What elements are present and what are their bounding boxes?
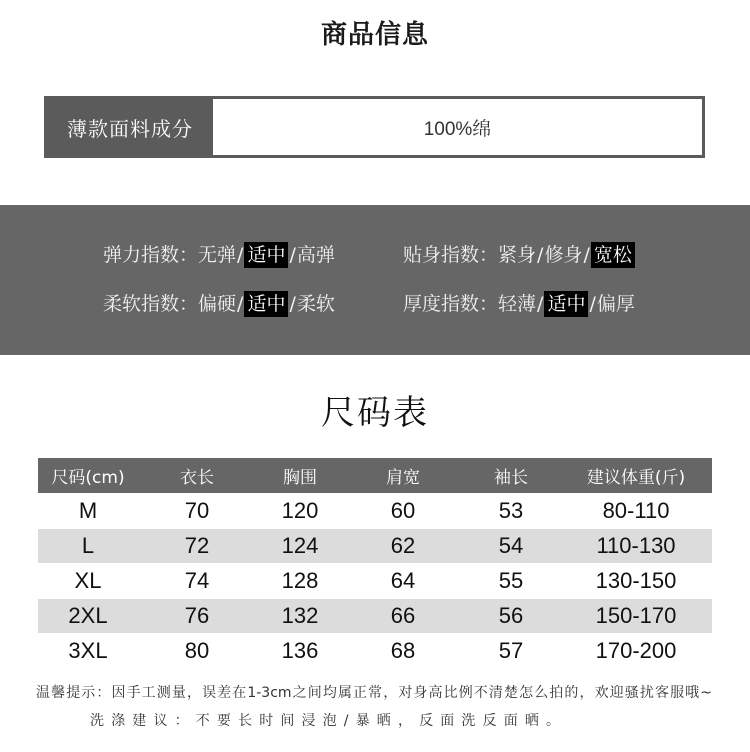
cell-length: 70 [184,498,210,523]
fabric-value: 100%绵 [423,118,492,140]
cell-sleeve: 54 [498,533,524,558]
cell-shoulder: 62 [390,533,416,558]
size-row-xl [38,563,712,598]
option-separator: / [237,293,244,315]
elasticity-option-none: 无弹 [198,244,237,266]
cell-chest: 124 [281,533,319,558]
option-separator: / [537,293,544,315]
size-table-header [38,458,712,493]
option-separator: / [537,244,544,266]
washing-advice: 洗涤建议：不要长时间浸泡/暴晒，反面洗反面晒。 [90,713,560,729]
elasticity-option-medium: 适中 [244,242,288,268]
cell-chest: 128 [281,568,319,593]
size-chart-title: 尺码表 [321,393,429,433]
cell-sleeve: 57 [498,638,524,663]
fit-option-tight: 紧身 [498,244,537,266]
cell-sleeve: 56 [498,603,524,628]
option-separator: / [589,293,596,315]
col-header-weight: 建议体重(斤) [586,468,686,488]
softness-index [103,291,335,317]
cell-chest: 120 [281,498,319,523]
thickness-option-thin: 轻薄 [498,293,537,315]
cell-length: 72 [184,533,210,558]
softness-option-stiff: 偏硬 [198,293,237,315]
thickness-option-medium: 适中 [544,291,588,317]
cell-shoulder: 68 [390,638,416,663]
elasticity-index-label: 弹力指数： [103,244,199,266]
cell-weight: 130-150 [595,568,677,593]
cell-chest: 132 [281,603,319,628]
option-separator: / [583,244,590,266]
thickness-option-thick: 偏厚 [596,293,635,315]
option-separator: / [237,244,244,266]
size-row-3xl [38,633,712,668]
col-header-sleeve: 袖长 [494,468,528,488]
cell-size: M [78,498,98,523]
fit-index-label: 贴身指数： [403,244,499,266]
cell-size: 2XL [68,603,108,628]
cell-weight: 110-130 [596,533,676,558]
col-header-length: 衣长 [180,468,214,488]
fit-option-slim: 修身 [544,244,583,266]
cell-chest: 136 [281,638,319,663]
cell-size: XL [74,568,102,593]
size-table [38,458,712,668]
cell-weight: 170-200 [595,638,677,663]
cell-size: L [81,533,95,558]
cell-size: 3XL [68,638,108,663]
cell-sleeve: 53 [498,498,524,523]
fit-option-loose: 宽松 [591,242,635,268]
cell-length: 74 [184,568,210,593]
fabric-index-panel [0,205,750,355]
cell-weight: 150-170 [595,603,677,628]
softness-option-medium: 适中 [244,291,288,317]
size-row-l [38,528,712,563]
size-row-2xl [38,598,712,633]
cell-length: 80 [184,638,210,663]
cell-shoulder: 66 [390,603,416,628]
cell-weight: 80-110 [602,498,670,523]
fabric-composition-box [44,96,705,158]
thickness-index [403,291,635,317]
col-header-size: 尺码(cm) [51,468,125,488]
cell-shoulder: 60 [390,498,416,523]
softness-option-soft: 柔软 [296,293,335,315]
elasticity-index [103,242,335,268]
cell-sleeve: 55 [498,568,524,593]
option-separator: / [289,244,296,266]
thickness-index-label: 厚度指数： [403,293,499,315]
fit-index [403,242,635,268]
col-header-shoulder: 肩宽 [386,468,420,488]
size-row-m [38,493,712,528]
col-header-chest: 胸围 [283,468,317,488]
cell-shoulder: 64 [390,568,416,593]
softness-index-label: 柔软指数： [103,293,199,315]
page-title: 商品信息 [320,20,429,50]
elasticity-option-high: 高弹 [296,244,335,266]
cell-length: 76 [184,603,210,628]
option-separator: / [289,293,296,315]
fabric-label: 薄款面料成分 [47,99,213,155]
measurement-tip: 温馨提示：因手工测量，误差在1-3cm之间均属正常，对身高比例不清楚怎么拍的，欢迎骚扰客服哦~ [36,685,712,701]
